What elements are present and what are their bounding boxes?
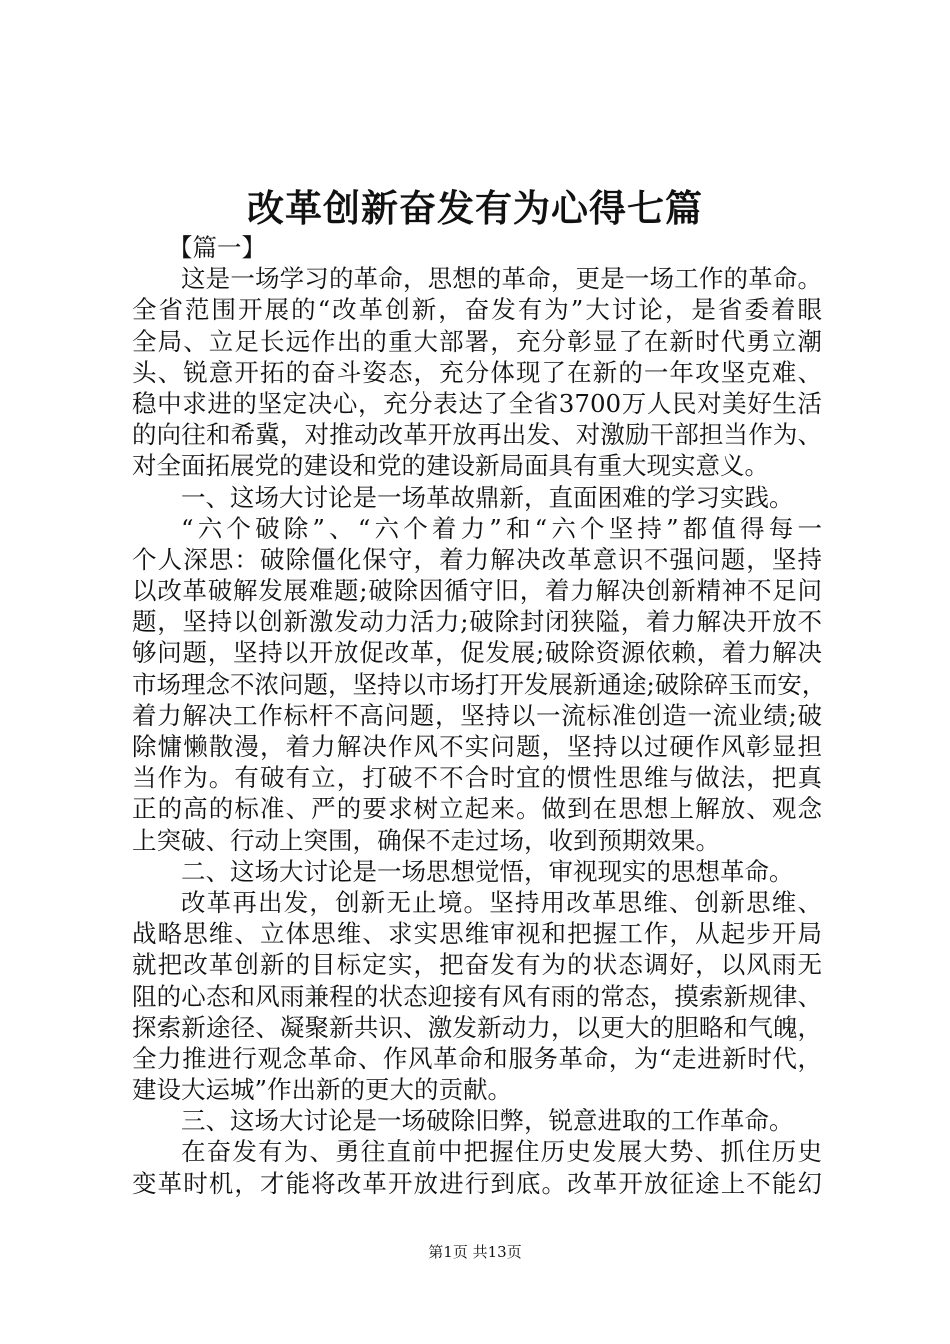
paragraph-line: 全力推进行观念革命、作风革命和服务革命，为“走进新时代，	[132, 1043, 822, 1073]
paragraph-line: 稳中求进的坚定决心，充分表达了全省3700万人民对美好生活	[132, 388, 822, 418]
paragraph-line: 正的高的标准、严的要求树立起来。做到在思想上解放、观念	[132, 794, 822, 824]
paragraph-line: 除慵懒散漫，着力解决作风不实问题，坚持以过硬作风彰显担	[132, 732, 822, 761]
paragraph-line: 这是一场学习的革命，思想的革命，更是一场工作的革命。	[181, 264, 822, 294]
paragraph-line: 全省范围开展的“改革创新，奋发有为”大讨论，是省委着眼	[132, 295, 822, 325]
paragraph-line: 头、锐意开拓的奋斗姿态，充分体现了在新的一年攻坚克难、	[132, 357, 822, 387]
paragraph-line: 全局、立足长远作出的重大部署，充分彰显了在新时代勇立潮	[132, 326, 822, 356]
paragraph-line: 题，坚持以创新激发动力活力;破除封闭狭隘，着力解决开放不	[132, 607, 822, 637]
section-heading: 【篇一】	[168, 233, 266, 262]
paragraph-line: 着力解决工作标杆不高问题，坚持以一流标准创造一流业绩;破	[132, 700, 822, 730]
paragraph-line: 建设大运城”作出新的更大的贡献。	[132, 1075, 513, 1105]
document-title: 改革创新奋发有为心得七篇	[247, 186, 703, 230]
paragraph-line: 够问题，坚持以开放促改革，促发展;破除资源依赖，着力解决	[132, 638, 822, 668]
paragraph-line: 就把改革创新的目标定实，把奋发有为的状态调好，以风雨无	[132, 950, 822, 980]
paragraph-line: 对全面拓展党的建设和党的建设新局面具有重大现实意义。	[132, 451, 769, 481]
paragraph-line: 市场理念不浓问题，坚持以市场打开发展新通途;破除碎玉而安，	[132, 669, 827, 699]
paragraph-line: 阻的心态和风雨兼程的状态迎接有风有雨的常态，摸索新规律、	[132, 981, 822, 1011]
document-body	[132, 232, 827, 1199]
paragraph-line: 在奋发有为、勇往直前中把握住历史发展大势、抓住历史	[181, 1137, 822, 1167]
paragraph-line: 以改革破解发展难题;破除因循守旧，着力解决创新精神不足问	[132, 576, 822, 606]
subsection-heading: 三、这场大讨论是一场破除旧弊，锐意进取的工作革命。	[181, 1106, 794, 1136]
subsection-heading: 二、这场大讨论是一场思想觉悟，审视现实的思想革命。	[181, 856, 794, 886]
paragraph-line: 探索新途径、凝聚新共识、激发新动力，以更大的胆略和气魄，	[132, 1012, 822, 1042]
paragraph-line: 改革再出发，创新无止境。坚持用改革思维、创新思维、	[181, 887, 822, 917]
paragraph-line: 上突破、行动上突围，确保不走过场，收到预期效果。	[132, 825, 720, 855]
paragraph-line: 当作为。有破有立，打破不不合时宜的惯性思维与做法，把真	[132, 763, 822, 793]
paragraph-line: “六个破除”、“六个着力”和“六个坚持”都值得每一	[181, 513, 822, 543]
paragraph-line: 的向往和希冀，对推动改革开放再出发、对激励干部担当作为、	[132, 420, 822, 450]
paragraph-line: 个人深思：破除僵化保守，着力解决改革意识不强问题，坚持	[132, 544, 822, 574]
subsection-heading: 一、这场大讨论是一场革故鼎新，直面困难的学习实践。	[181, 482, 794, 512]
paragraph-line: 战略思维、立体思维、求实思维审视和把握工作，从起步开局	[132, 919, 822, 949]
paragraph-line: 变革时机，才能将改革开放进行到底。改革开放征途上不能幻	[132, 1168, 822, 1198]
page-number: 第1页 共13页	[428, 1243, 522, 1261]
